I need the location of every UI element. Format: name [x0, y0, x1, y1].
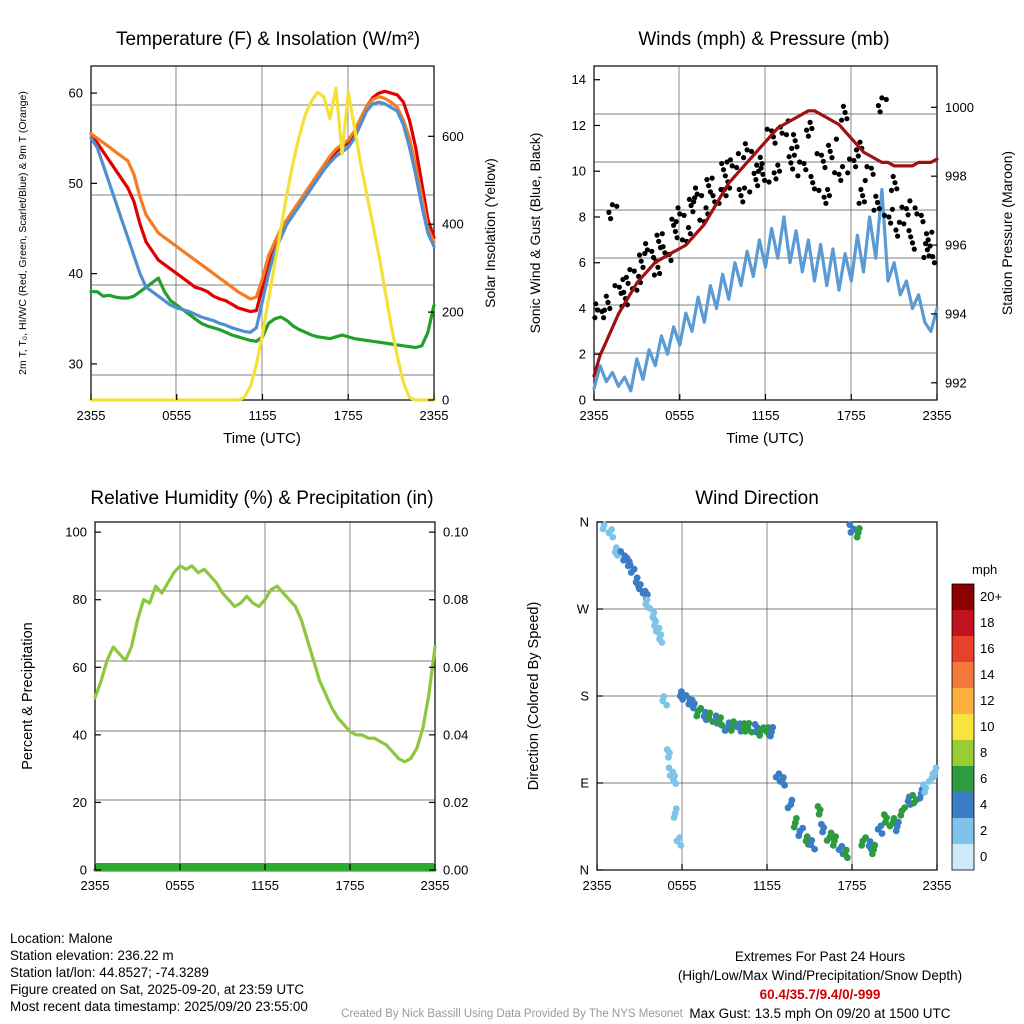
svg-text:2355: 2355 — [419, 408, 449, 423]
svg-text:1755: 1755 — [335, 878, 365, 893]
svg-text:2355: 2355 — [80, 878, 110, 893]
recent-data-text: Most recent data timestamp: 2025/09/20 23:55:00 — [10, 999, 308, 1014]
svg-text:14: 14 — [571, 72, 586, 88]
svg-text:4: 4 — [980, 797, 988, 812]
svg-text:18: 18 — [980, 615, 995, 630]
chart-title: Temperature (F) & Insolation (W/m²) — [115, 29, 421, 50]
svg-text:40: 40 — [68, 266, 83, 282]
svg-text:16: 16 — [980, 641, 995, 656]
y-axis-ticks — [65, 525, 101, 878]
svg-text:0.08: 0.08 — [443, 592, 469, 608]
x-axis-ticks — [580, 394, 952, 423]
svg-text:2355: 2355 — [922, 878, 952, 893]
svg-text:0.10: 0.10 — [443, 524, 469, 540]
svg-text:2355: 2355 — [420, 878, 450, 893]
y-axis-ticks — [69, 86, 97, 372]
temperature-chart-svg — [0, 0, 512, 460]
x-axis-ticks — [77, 394, 449, 423]
legend-svg — [944, 550, 1024, 880]
legend-title: mph — [972, 562, 998, 577]
svg-text:4: 4 — [578, 300, 586, 316]
svg-text:60: 60 — [68, 85, 83, 101]
svg-text:1155: 1155 — [248, 408, 277, 423]
svg-text:2355: 2355 — [579, 408, 609, 423]
svg-text:0.06: 0.06 — [443, 659, 469, 675]
y-axis-label: Sonic Wind & Gust (Blue, Black) — [527, 132, 543, 334]
svg-text:6: 6 — [980, 771, 988, 786]
svg-text:200: 200 — [442, 304, 464, 320]
svg-text:998: 998 — [945, 168, 967, 184]
svg-text:0555: 0555 — [165, 878, 195, 893]
svg-text:994: 994 — [945, 306, 967, 322]
svg-text:1755: 1755 — [837, 878, 867, 893]
x-axis-label: Time (UTC) — [223, 430, 301, 447]
svg-text:30: 30 — [68, 356, 83, 372]
svg-text:8: 8 — [980, 745, 988, 760]
svg-text:40: 40 — [72, 727, 87, 743]
svg-text:20+: 20+ — [980, 589, 1003, 604]
chart-panel-humidity — [0, 460, 512, 920]
x-axis-ticks — [583, 864, 952, 893]
svg-text:1755: 1755 — [333, 408, 363, 423]
svg-text:0: 0 — [79, 862, 87, 878]
y-axis-label: Percent & Precipitation — [20, 622, 36, 770]
chart-title: Winds (mph) & Pressure (mb) — [638, 29, 890, 50]
chart-panel-winds — [512, 0, 1024, 460]
station-info — [10, 930, 308, 1015]
series-group — [91, 88, 434, 400]
y-axis-label: Direction (Colored By Speed) — [526, 601, 542, 791]
svg-text:20: 20 — [72, 794, 87, 810]
svg-text:80: 80 — [72, 592, 87, 608]
svg-text:8: 8 — [578, 209, 586, 225]
svg-text:2355: 2355 — [582, 878, 612, 893]
legend-entries — [952, 584, 1002, 870]
svg-text:10: 10 — [980, 719, 995, 734]
svg-text:0555: 0555 — [667, 878, 697, 893]
svg-text:14: 14 — [980, 667, 995, 682]
speed-colorbar-legend — [944, 550, 1024, 880]
extremes-heading: Extremes For Past 24 Hours — [734, 949, 906, 964]
chart-title: Relative Humidity (%) & Precipitation (in) — [90, 488, 434, 509]
max-gust-text: Max Gust: 13.5 mph On 09/20 at 1500 UTC — [689, 1006, 951, 1021]
svg-text:1155: 1155 — [251, 878, 279, 893]
svg-text:1155: 1155 — [751, 408, 780, 423]
svg-text:0: 0 — [578, 392, 586, 408]
latlon-text: Station lat/lon: 44.8527; -74.3289 — [10, 965, 209, 980]
svg-text:0.00: 0.00 — [443, 862, 469, 878]
svg-text:2355: 2355 — [76, 408, 106, 423]
svg-text:600: 600 — [442, 128, 464, 144]
svg-text:100: 100 — [65, 524, 87, 540]
svg-text:60: 60 — [72, 659, 87, 675]
svg-text:N: N — [579, 862, 589, 878]
svg-text:0: 0 — [980, 849, 988, 864]
credit-text: Created By Nick Bassill Using Data Provided By The NYS Mesonet — [341, 1008, 683, 1020]
svg-text:10: 10 — [571, 163, 586, 179]
svg-text:6: 6 — [578, 255, 586, 271]
svg-text:1755: 1755 — [836, 408, 866, 423]
svg-text:0: 0 — [442, 392, 450, 408]
svg-text:1000: 1000 — [945, 99, 974, 115]
y-axis-label: 2m T, T₀, HI/WC (Red, Green, Scarlet/Blue) & 9m T (Orange) — [17, 91, 29, 375]
svg-text:2: 2 — [980, 823, 988, 838]
y2-axis-label: Station Pressure (Maroon) — [999, 150, 1015, 316]
y-axis-ticks — [572, 72, 600, 407]
svg-text:N: N — [579, 514, 589, 530]
plot-area — [95, 522, 435, 870]
svg-text:996: 996 — [945, 237, 967, 253]
winds-chart-svg — [512, 0, 1024, 460]
svg-text:400: 400 — [442, 216, 464, 232]
figure-created-text: Figure created on Sat, 2025-09-20, at 23:59 UTC — [10, 982, 305, 997]
extremes-subheading: (High/Low/Max Wind/Precipitation/Snow Depth) — [677, 968, 963, 983]
svg-text:2: 2 — [578, 346, 586, 362]
svg-text:0.02: 0.02 — [443, 794, 469, 810]
humidity-chart-svg — [0, 460, 512, 920]
svg-text:992: 992 — [945, 375, 967, 391]
x-axis-label: Time (UTC) — [726, 430, 804, 447]
y-axis-ticks — [577, 515, 603, 878]
svg-text:12: 12 — [980, 693, 995, 708]
svg-text:W: W — [576, 601, 589, 617]
scatter-points — [600, 521, 940, 861]
location-text: Location: Malone — [10, 931, 113, 946]
svg-text:S: S — [580, 688, 589, 704]
svg-text:12: 12 — [571, 117, 586, 133]
y2-axis-ticks — [428, 129, 464, 408]
svg-text:0555: 0555 — [665, 408, 695, 423]
svg-text:50: 50 — [68, 175, 83, 191]
y2-axis-label: Solar Insolation (Yellow) — [482, 158, 498, 308]
svg-text:1155: 1155 — [753, 878, 781, 893]
svg-text:E: E — [580, 775, 589, 791]
chart-title: Wind Direction — [695, 488, 819, 509]
svg-text:2355: 2355 — [922, 408, 952, 423]
chart-panel-temperature — [0, 0, 512, 460]
extremes-values: 60.4/35.7/9.4/0/-999 — [759, 987, 881, 1002]
svg-text:0.04: 0.04 — [443, 727, 469, 743]
svg-text:0555: 0555 — [162, 408, 192, 423]
elevation-text: Station elevation: 236.22 m — [10, 948, 174, 963]
